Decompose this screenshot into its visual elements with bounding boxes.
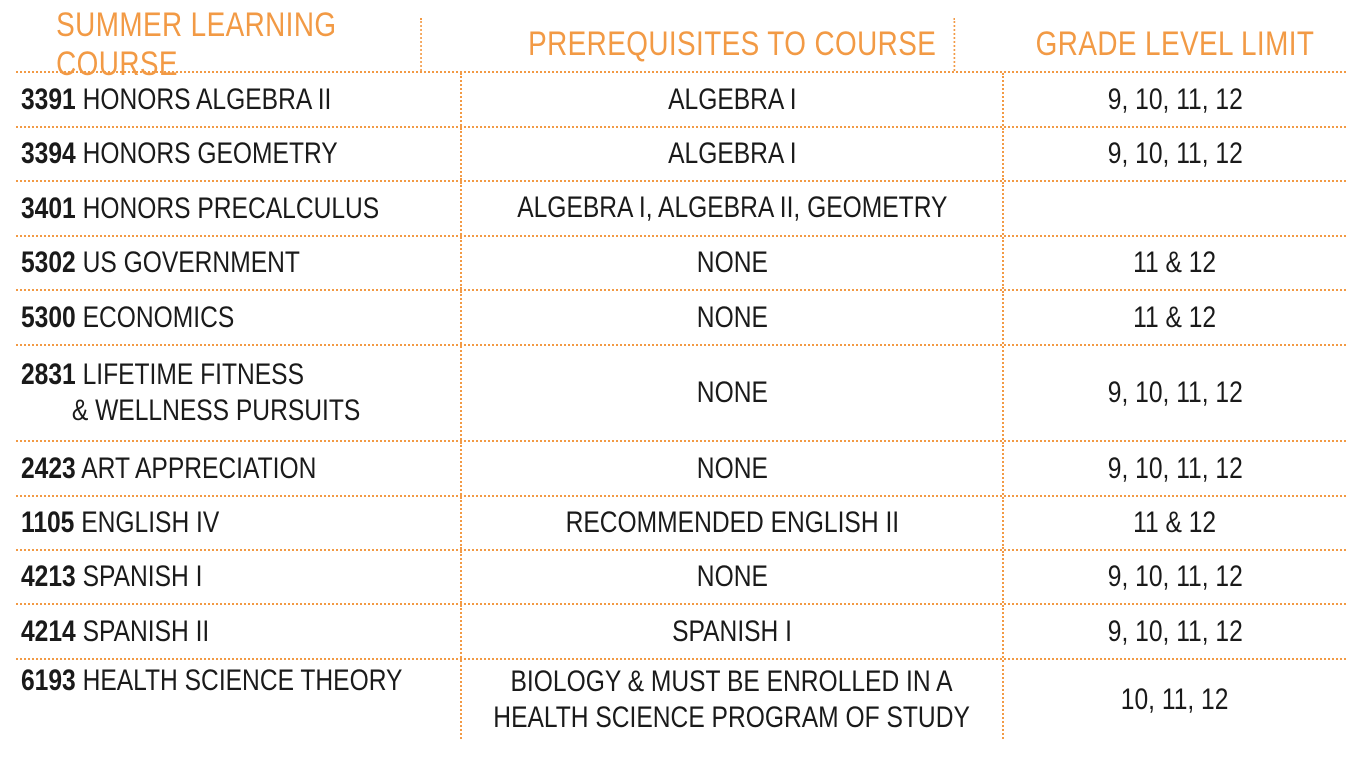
prereq-cell [462,73,1004,126]
grade-cell [1004,605,1346,658]
prereq-cell [462,182,1004,235]
header-grade-label: GRADE LEVEL LIMIT [1035,25,1315,63]
course-code: 3401 [21,191,76,225]
course-code: 3391 [21,82,76,116]
table-row [16,660,1346,739]
prereq-text: BIOLOGY & MUST BE ENROLLED IN A [510,664,954,698]
table-row [16,497,1346,551]
course-name: SPANISH II [82,614,210,648]
course-cell [16,605,462,658]
course-cell [16,237,462,289]
course-code: 6193 [21,664,76,697]
table-row [16,182,1346,237]
grade-cell [1004,442,1346,495]
grade-text: 9, 10, 11, 12 [1107,376,1243,409]
course-name: HONORS PRECALCULUS [82,191,380,225]
prereq-cell [462,605,1004,658]
course-name: ART APPRECIATION [81,451,317,485]
grade-text: 11 & 12 [1133,300,1217,334]
prereq-text: NONE [696,300,768,334]
course-cell [16,346,462,440]
course-cell [16,442,462,495]
table-row [16,237,1346,291]
prereq-text: NONE [696,560,768,593]
table-row [16,128,1346,182]
course-cell [16,497,462,549]
header-course-label: SUMMER LEARNING COURSE [56,5,337,83]
course-name: ECONOMICS [82,300,235,334]
header-grade [1035,18,1315,71]
grade-text: 11 & 12 [1133,506,1217,539]
prereq-text: ALGEBRA I [667,137,797,170]
prereq-cell [462,128,1004,180]
course-name: ENGLISH IV [81,506,220,539]
prereq-cell [462,442,1004,495]
course-name: SPANISH I [82,560,203,593]
course-cell [16,551,462,603]
course-cell [16,291,462,344]
prereq-cell [462,291,1004,344]
prereq-cell [462,497,1004,549]
table-row [16,291,1346,346]
prereq-text: ALGEBRA I [667,82,797,116]
grade-cell [1004,660,1346,739]
course-code: 5300 [21,300,76,334]
prereq-cell [462,346,1004,440]
grade-cell [1004,346,1346,440]
grade-text: 9, 10, 11, 12 [1107,614,1243,648]
course-code: 2831 [21,358,76,391]
grade-text: 9, 10, 11, 12 [1107,451,1243,485]
grade-cell [1004,291,1346,344]
grade-text: 10, 11, 12 [1121,682,1229,716]
course-code: 2423 [21,451,76,485]
course-table [16,5,1346,739]
header-prereq-label: PREREQUISITES TO COURSE [528,25,937,63]
course-name: HONORS ALGEBRA II [82,82,332,116]
table-row [16,442,1346,497]
course-name: LIFETIME FITNESS [82,358,305,391]
grade-cell [1004,128,1346,180]
grade-text: 11 & 12 [1133,246,1217,279]
grade-cell [1004,73,1346,126]
prereq-text: SPANISH I [672,614,792,648]
table-row [16,551,1346,605]
grade-cell [1004,182,1346,235]
grade-cell [1004,497,1346,549]
table-row [16,346,1346,442]
course-code: 3394 [21,137,76,170]
table-header-row [16,5,1346,83]
course-name: US GOVERNMENT [82,246,300,279]
prereq-cell [462,551,1004,603]
course-code: 4214 [21,614,76,648]
grade-text: 9, 10, 11, 12 [1107,137,1243,170]
grade-cell [1004,551,1346,603]
course-name-line2: & WELLNESS PURSUITS [71,394,361,427]
course-code: 4213 [21,560,76,593]
grade-text: 9, 10, 11, 12 [1107,82,1243,116]
course-code: 1105 [21,506,75,539]
grade-text: 9, 10, 11, 12 [1107,560,1243,593]
prereq-cell [462,660,1004,739]
prereq-text: NONE [696,451,768,485]
table-row [16,73,1346,128]
course-cell [16,182,462,235]
prereq-text-line2: HEALTH SCIENCE PROGRAM OF STUDY [493,700,971,734]
prereq-text: ALGEBRA I, ALGEBRA II, GEOMETRY [516,191,948,224]
course-name: HONORS GEOMETRY [82,137,338,170]
header-prereq [511,18,955,71]
course-code: 5302 [21,246,76,279]
prereq-text: NONE [696,376,768,409]
prereq-text: NONE [696,246,768,279]
course-cell [16,128,462,180]
course-name: HEALTH SCIENCE THEORY [82,664,403,697]
header-course [56,5,422,83]
grade-cell [1004,237,1346,289]
course-cell [16,660,462,739]
table-row [16,605,1346,660]
prereq-cell [462,237,1004,289]
prereq-text: RECOMMENDED ENGLISH II [565,506,899,539]
